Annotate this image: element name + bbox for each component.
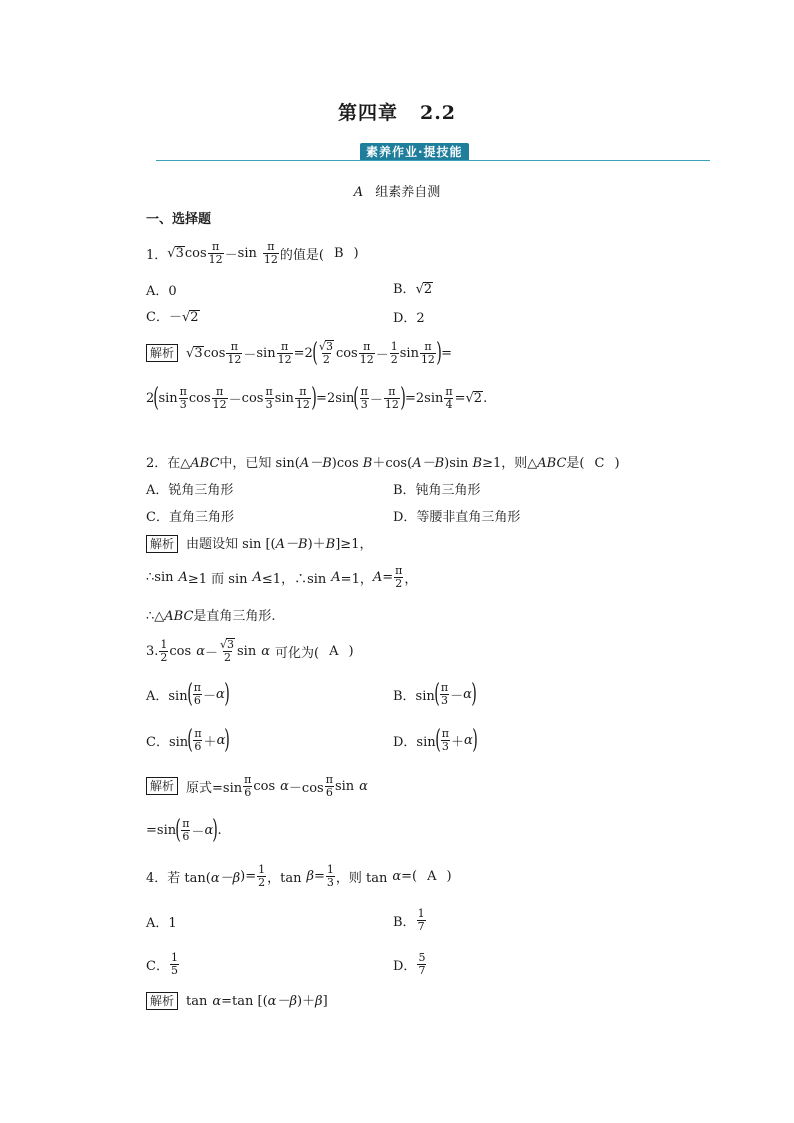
q4-option-a: A．1 xyxy=(146,916,177,931)
q2-option-b: B．钝角三角形 xyxy=(393,483,481,498)
q2-option-a: A．锐角三角形 xyxy=(146,483,234,498)
sqrt-symbol: √ 2 xyxy=(181,310,199,326)
jiexi-label: 解析 xyxy=(146,992,178,1010)
fraction: $\frac{\pi}{12}$ xyxy=(263,239,278,266)
q3-option-a: A．sin ( $\frac{\pi}{6}$ － α ) xyxy=(146,679,230,709)
question-1: 1． √ 3 cos $\frac{\pi}{12}$ － sin $\frac{\pi}{12}$ 的值是( B ) xyxy=(146,239,359,266)
q2-option-d: D．等腰非直角三角形 xyxy=(393,510,521,525)
header-rule xyxy=(156,160,710,161)
question-3: 3. $\frac{1}{2}$ cos α － √ 3 2 sin α 可化为( A ) xyxy=(146,637,354,664)
q1-option-d: D．2 xyxy=(393,311,425,326)
sqrt-symbol: √ 2 xyxy=(415,282,433,298)
q3-answer: A xyxy=(329,643,339,659)
q4-option-b: B． $\frac{1}{7}$ xyxy=(393,906,425,933)
q4-solution-line-1: 解析 tan α=tan [(α－β)＋β] xyxy=(146,990,328,1010)
group-letter: A xyxy=(353,185,364,200)
q3-option-c: C．sin ( $\frac{\pi}{6}$ ＋ α ) xyxy=(146,725,231,755)
q3-option-d: D．sin ( $\frac{\pi}{3}$ ＋ α ) xyxy=(393,725,478,755)
sqrt-symbol: √ 2 xyxy=(465,390,483,406)
q4-answer: A xyxy=(427,868,437,884)
q2-solution-line-3: ∴△ABC是直角三角形. xyxy=(146,609,276,624)
q4-option-d: D． $\frac{5}{7}$ xyxy=(393,950,426,977)
q1-option-b: B． √ 2 xyxy=(393,282,433,298)
jiexi-label: 解析 xyxy=(146,535,178,553)
q2-solution-line-1: 解析 由题设知 sin [(A－B)＋B]≥1， xyxy=(146,533,372,553)
q4-option-c: C． $\frac{1}{5}$ xyxy=(146,950,178,977)
fraction: $\frac{\pi}{12}$ xyxy=(208,239,223,266)
question-4: 4． 若 tan( α－β )= $\frac{1}{2}$ ，tan β = $\frac{1}{3}$ ，则 tan α =( A ) xyxy=(146,862,452,889)
q1-number: 1． xyxy=(146,247,168,263)
q3-solution-line-1: 解析 原式=sin $\frac{\pi}{6}$ cos α －cos $\frac{\pi}{6}$ sin α xyxy=(146,766,368,806)
q1-solution-line-2: 2 ( sin $\frac{\pi}{3}$ cos $\frac{\pi}{12}$ － cos $\frac{\pi}{3}$ sin $\frac{\pi}{12}$ ) =2sin ( $\frac{\pi}{3}$ － $\frac{\pi}{12}$ ) =2sin $\frac{\pi}{4}$ = √ 2 . xyxy=(146,383,488,413)
group-title: 组素养自测 xyxy=(375,185,441,200)
q1-option-a: A．0 xyxy=(146,284,177,299)
jiexi-label: 解析 xyxy=(146,344,178,362)
section-number: 2.2 xyxy=(419,102,457,124)
q1-option-c: C．－ √ 2 xyxy=(146,310,199,326)
jiexi-label: 解析 xyxy=(146,777,178,795)
sqrt-symbol: √ 3 xyxy=(186,345,203,361)
q3-solution-line-2: =sin ( $\frac{\pi}{6}$ － α ) . xyxy=(146,815,222,845)
banner-tag: 素养作业·提技能 xyxy=(360,143,469,161)
group-heading xyxy=(0,181,794,200)
page-title xyxy=(0,98,794,125)
chapter-label: 第四章 xyxy=(337,102,398,124)
q2-option-c: C．直角三角形 xyxy=(146,510,234,525)
q2-solution-line-2: ∴sin A ≥1 而 sin A ≤1，∴sin A =1， A = $\frac{\pi}{2}$ ， xyxy=(146,563,418,590)
q3-option-b: B．sin ( $\frac{\pi}{3}$ － α ) xyxy=(393,679,477,709)
q1-answer: B xyxy=(333,245,344,261)
q1-solution-line-1: 解析 √ 3 cos $\frac{\pi}{12}$ － sin $\frac{\pi}{12}$ =2 ( √ 3 2 cos $\frac{\pi}{12}$ － $\frac{1}{2}$ sin $\frac{\pi}{12}$ ) = xyxy=(146,333,452,373)
sqrt-symbol: √ 3 xyxy=(167,245,184,261)
part-title: 一、选择题 xyxy=(146,212,212,227)
q2-answer: C xyxy=(594,456,605,471)
question-2: 2．在△ABC中，已知 sin(A－B)cos B＋cos(A－B)sin B≥1，则△ABC是( C ) xyxy=(146,456,620,471)
